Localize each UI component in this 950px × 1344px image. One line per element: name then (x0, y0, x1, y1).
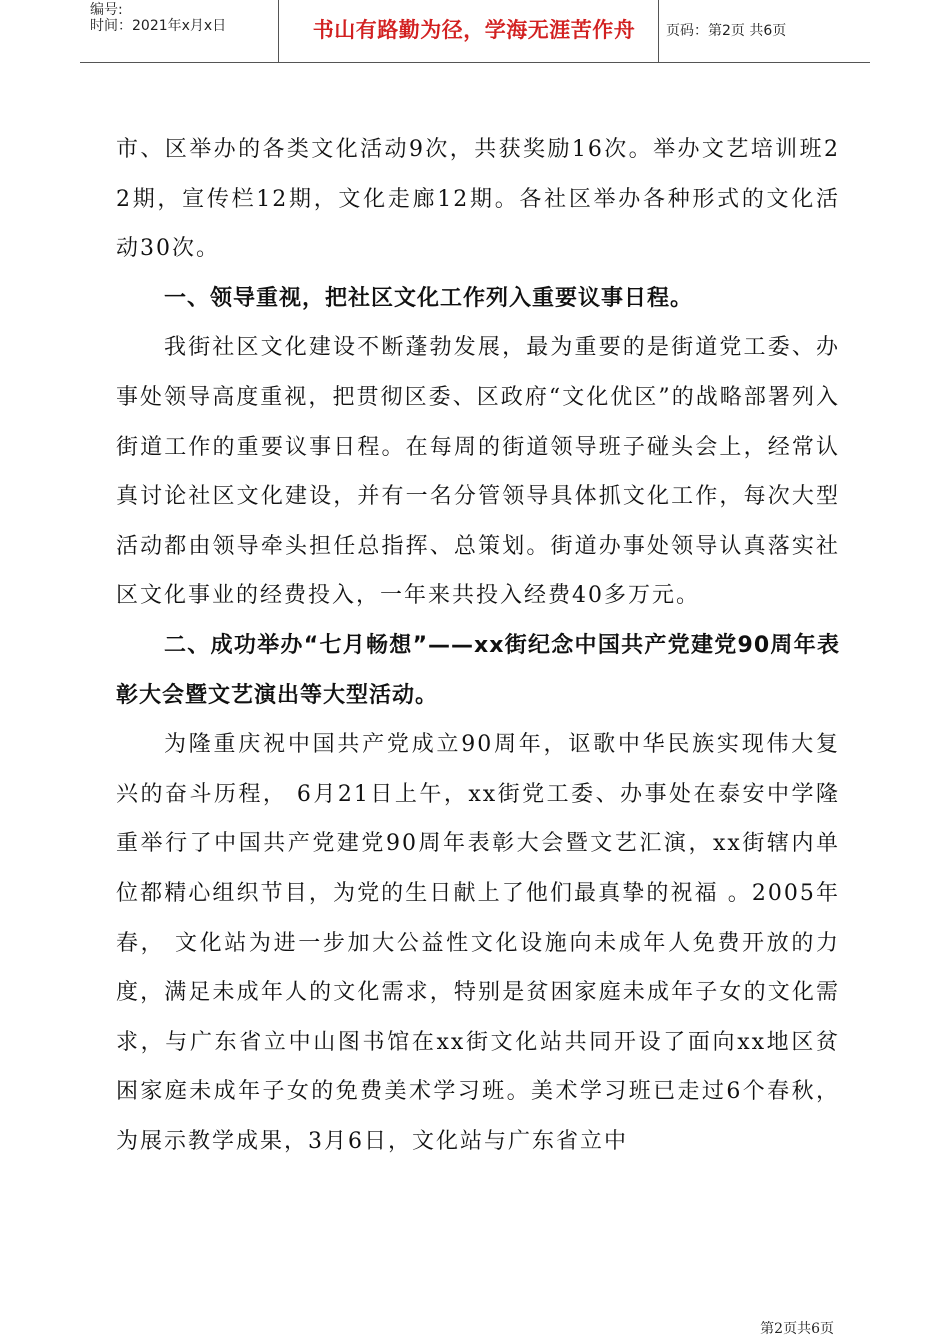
document-body (116, 125, 840, 1166)
section-heading-leadership: 一、领导重视，把社区文化工作列入重要议事日程。 (164, 285, 694, 311)
page-header (80, 0, 870, 63)
paragraph-activities-summary: 市、区举办的各类文化活动9次，共获奖励16次。举办文艺培训班22期，宣传栏12期，文化走廊12期。各社区举办各种形式的文化活动30次。 (116, 137, 840, 262)
section-heading-july-event: 二、成功举办“七月畅想”——xx街纪念中国共产党建党90周年表彰大会暨文艺演出等大型活动。 (116, 632, 840, 708)
paragraph-july-event: 为隆重庆祝中国共产党成立90周年，讴歌中华民族实现伟大复兴的奋斗历程， 6月21日上午，xx街党工委、办事处在泰安中学隆重举行了中国共产党建党90周年表彰大会暨文艺汇演，xx街辖内单位都精心组织节目，为党的生日献上了他们最真挚的祝福 。2005年春， 文化站为进一步加大公益性文化设施向未成年人免费开放的力度，满足未成年人的文化需求，特别是贫困家庭未成年子女的文化需求，与广东省立中山图书馆在xx街文化站共同开设了面向xx地区贫困家庭未成年子女的免费美术学习班。美术学习班已走过6个春秋，为展示教学成果，3月6日，文化站与广东省立中 (116, 732, 840, 1154)
paragraph-leadership: 我街社区文化建设不断蓬勃发展，最为重要的是街道党工委、办事处领导高度重视，把贯彻区委、区政府“文化优区”的战略部署列入街道工作的重要议事日程。在每周的街道领导班子碰头会上，经常认真讨论社区文化建设，并有一名分管领导具体抓文化工作，每次大型活动都由领导牵头担任总指挥、总策划。街道办事处领导认真落实社区文化事业的经费投入，一年来共投入经费40多万元。 (116, 335, 840, 609)
footer-page-number: 第2页共6页 (760, 1321, 834, 1337)
header-motto: 书山有路勤为径，学海无涯苦作舟 (312, 18, 636, 42)
header-meta (90, 2, 226, 34)
document-number-label: 编号: (90, 2, 123, 18)
header-divider-right (658, 0, 659, 62)
header-page-number: 页码：第2页 共6页 (666, 23, 787, 39)
header-divider-left (278, 0, 279, 62)
document-date-label: 时间：2021年x月x日 (90, 18, 227, 34)
